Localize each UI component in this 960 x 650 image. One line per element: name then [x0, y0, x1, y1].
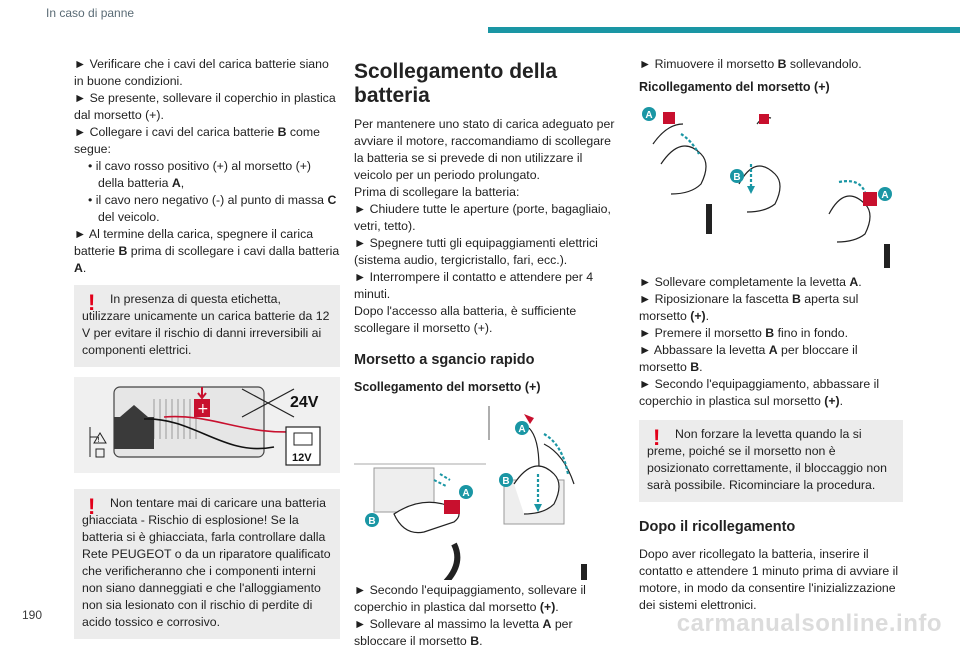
section-heading: Scollegamento della batteria — [354, 60, 558, 107]
procedure-heading: Scollegamento del morsetto (+) — [354, 380, 541, 394]
charger-label-illustration — [74, 377, 340, 473]
paragraph: ► Premere il morsetto B fino in fondo. — [639, 326, 849, 340]
warning-text: In presenza di questa etichetta, utilizzare unicamente un carica batterie da 12 V per evitare il rischio di danni irreversibili ai componenti elettrici. — [82, 292, 330, 357]
paragraph: ► Verificare che i cavi del carica batterie siano in buone condizioni. — [74, 57, 329, 88]
paragraph: ► Abbassare la levetta A per bloccare il morsetto B. — [639, 343, 858, 374]
warning-text: Non tentare mai di caricare una batteria ghiacciata - Rischio di esplosione! Se la batteria si è ghiacciata, farla controllare dalla Rete PEUGEOT o da un riparatore qualificato che verificheranno che i componenti interni non siano danneggiati e che l'alloggiamento non sia lesionato con il rischio di perdite di acido tossico e corrosivo. — [82, 496, 331, 629]
paragraph: ► Collegare i cavi del carica batterie B come segue: — [74, 125, 320, 156]
paragraph: ► Se presente, sollevare il coperchio in plastica dal morsetto (+). — [74, 91, 336, 122]
procedure-heading: Ricollegamento del morsetto (+) — [639, 80, 830, 94]
callout-label: B — [502, 476, 510, 487]
callout-label: A — [462, 488, 470, 499]
callout-label: B — [368, 516, 376, 527]
paragraph: ► Secondo l'equipaggiamento, sollevare il coperchio in plastica dal morsetto (+). — [354, 583, 586, 614]
callout-label: A — [518, 424, 526, 435]
label-24v: 24V — [290, 394, 319, 411]
callout-label: B — [733, 172, 741, 183]
warning-icon: ! — [653, 425, 661, 450]
disconnect-clamp-illustration — [354, 404, 618, 580]
page-number: 190 — [22, 608, 43, 622]
subsection-heading: Dopo il ricollegamento — [639, 519, 796, 535]
paragraph: ► Al termine della carica, spegnere il carica batterie B prima di scollegare i cavi dalla batteria A. — [74, 227, 340, 275]
bullet-item: • il cavo nero negativo (-) al punto di massa C del veicolo. — [88, 193, 337, 224]
paragraph: Prima di scollegare la batteria: — [354, 185, 520, 199]
label-12v: 12V — [292, 452, 312, 464]
paragraph: ► Secondo l'equipaggiamento, abbassare il coperchio in plastica sul morsetto (+). — [639, 377, 880, 408]
column-1 — [74, 56, 340, 649]
paragraph: Dopo l'accesso alla batteria, è sufficiente scollegare il morsetto (+). — [354, 304, 577, 335]
warning-notice — [74, 489, 340, 639]
bullet-item: • il cavo rosso positivo (+) al morsetto (+) della batteria A, — [88, 159, 311, 190]
header-accent-bar — [488, 27, 960, 33]
paragraph: ► Sollevare al massimo la levetta A per sbloccare il morsetto B. — [354, 617, 573, 648]
paragraph: ► Rimuovere il morsetto B sollevandolo. — [639, 57, 862, 71]
watermark: carmanualsonline.info — [676, 610, 942, 637]
paragraph: ► Interrompere il contatto e attendere per 4 minuti. — [354, 270, 594, 301]
paragraph: Per mantenere uno stato di carica adeguato per avviare il motore, raccomandiamo di scollegare la batteria se si prevede di non utilizzare il veicolo per un periodo prolungato. — [354, 117, 615, 182]
subsection-heading: Morsetto a sgancio rapido — [354, 352, 535, 368]
paragraph: ► Spegnere tutti gli equipaggiamenti elettrici (sistema audio, tergicristallo, fari, ecc.). — [354, 236, 598, 267]
paragraph: ► Chiudere tutte le aperture (porte, bagagliaio, vetri, tetto). — [354, 202, 611, 233]
warning-notice — [74, 285, 340, 367]
callout-label: A — [881, 190, 889, 201]
warning-icon: ! — [88, 494, 96, 519]
callout-label: A — [645, 110, 653, 121]
paragraph: ► Riposizionare la fascetta B aperta sul morsetto (+). — [639, 292, 859, 323]
column-2 — [354, 56, 618, 650]
warning-notice — [639, 420, 903, 502]
section-title: In caso di panne — [46, 6, 135, 20]
reconnect-clamp-illustration — [639, 104, 903, 270]
paragraph: Dopo aver ricollegato la batteria, inserire il contatto e attendere 1 minuto prima di avviare il motore, in modo da consentire l'inizializzazione dei sistemi elettronici. — [639, 547, 899, 612]
paragraph: ► Sollevare completamente la levetta A. — [639, 275, 862, 289]
svg-text:+: + — [197, 401, 209, 417]
warning-text: Non forzare la levetta quando la si preme, poiché se il morsetto non è posizionato correttamente, il bloccaggio non sarà possibile. Ricominciare la procedura. — [647, 427, 887, 492]
svg-text:!: ! — [97, 436, 100, 444]
warning-icon: ! — [88, 290, 96, 315]
column-3 — [639, 56, 903, 614]
